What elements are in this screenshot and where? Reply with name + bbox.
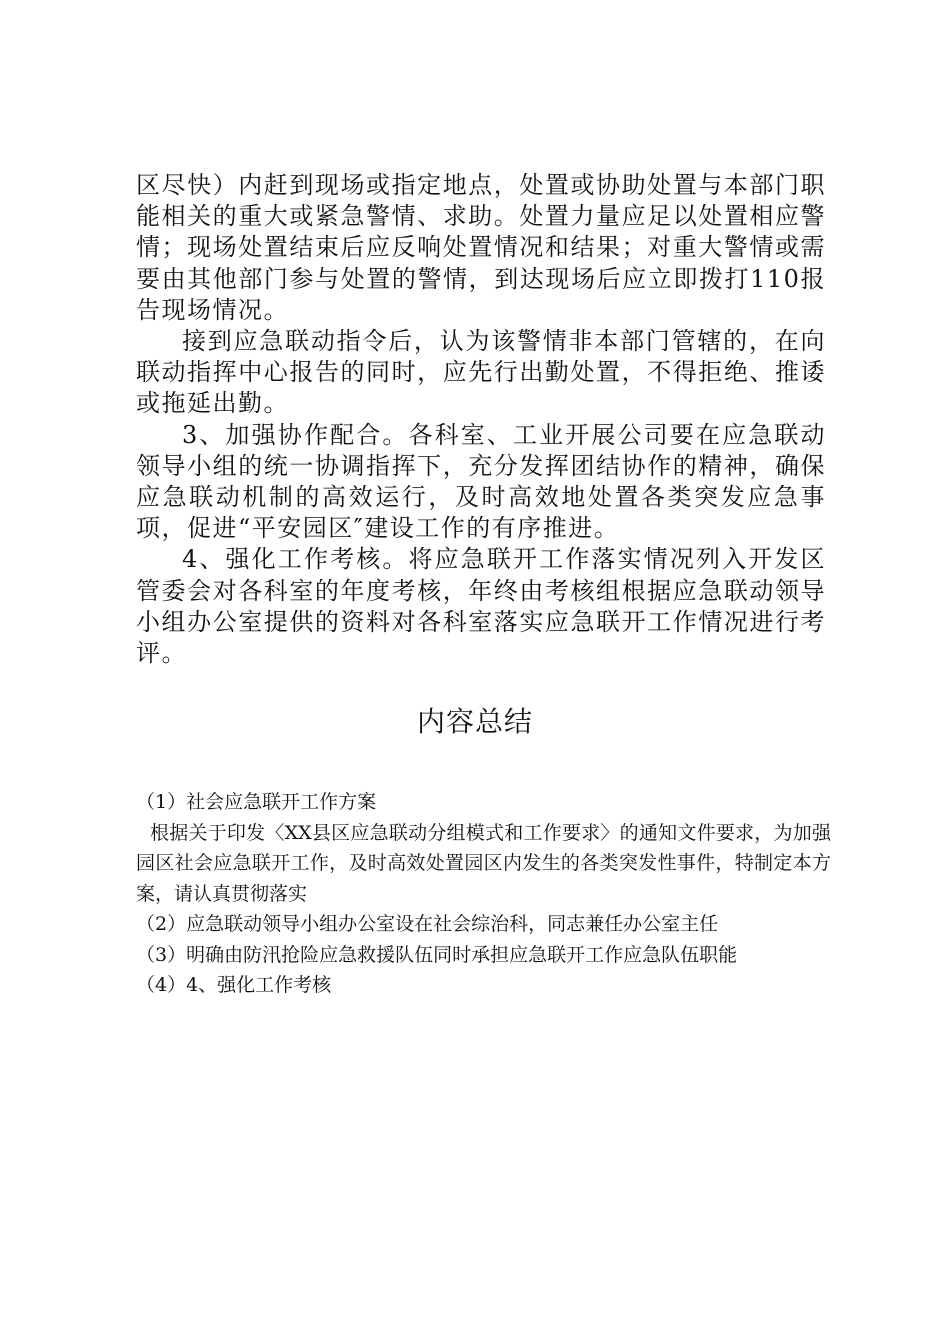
summary-item-description: 根据关于印发〈XX县区应急联动分组模式和工作要求〉的通知文件要求，为加强园区社会应急联开工作，及时高效处置园区内发生的各类突发性事件，特制定本方案，请认真贯彻落实 [136, 821, 831, 905]
body-paragraph-3: 3、加强协作配合。各科室、工业开展公司要在应急联动领导小组的统一协调指挥下，充分发挥团结协作的精神，确保应急联动机制的高效运行，及时高效地处置各类突发应急事项，促进“平安园区″建设工作的有序推进。 [136, 420, 826, 543]
summary-item-1: （1）社会应急联开工作方案 [136, 791, 377, 813]
summary-item-4: （4）4、强化工作考核 [136, 974, 332, 996]
summary-item-2: （2）应急联动领导小组办公室设在社会综治科，同志兼任办公室主任 [136, 913, 719, 935]
summary-section [136, 787, 831, 1001]
body-paragraph-1: 区尽快）内赶到现场或指定地点，处置或协助处置与本部门职能相关的重大或紧急警情、求助。处置力量应足以处置相应警情；现场处置结束后应反响处置情况和结果；对重大警情或需要由其他部门参与处置的警情，到达现场后应立即拨打110报告现场情况。 [136, 171, 826, 324]
document-body [136, 170, 826, 669]
summary-title: 内容总结 [416, 705, 533, 738]
body-paragraph-4: 4、强化工作考核。将应急联开工作落实情况列入开发区管委会对各科室的年度考核，年终由考核组根据应急联动领导小组办公室提供的资料对各科室落实应急联开工作情况进行考评。 [136, 545, 826, 668]
body-paragraph-2: 接到应急联动指令后，认为该警情非本部门管辖的，在向联动指挥中心报告的同时，应先行出勤处置，不得拒绝、推诿或拖延出勤。 [136, 327, 826, 418]
summary-item-3: （3）明确由防汛抢险应急救援队伍同时承担应急联开工作应急队伍职能 [136, 943, 738, 966]
